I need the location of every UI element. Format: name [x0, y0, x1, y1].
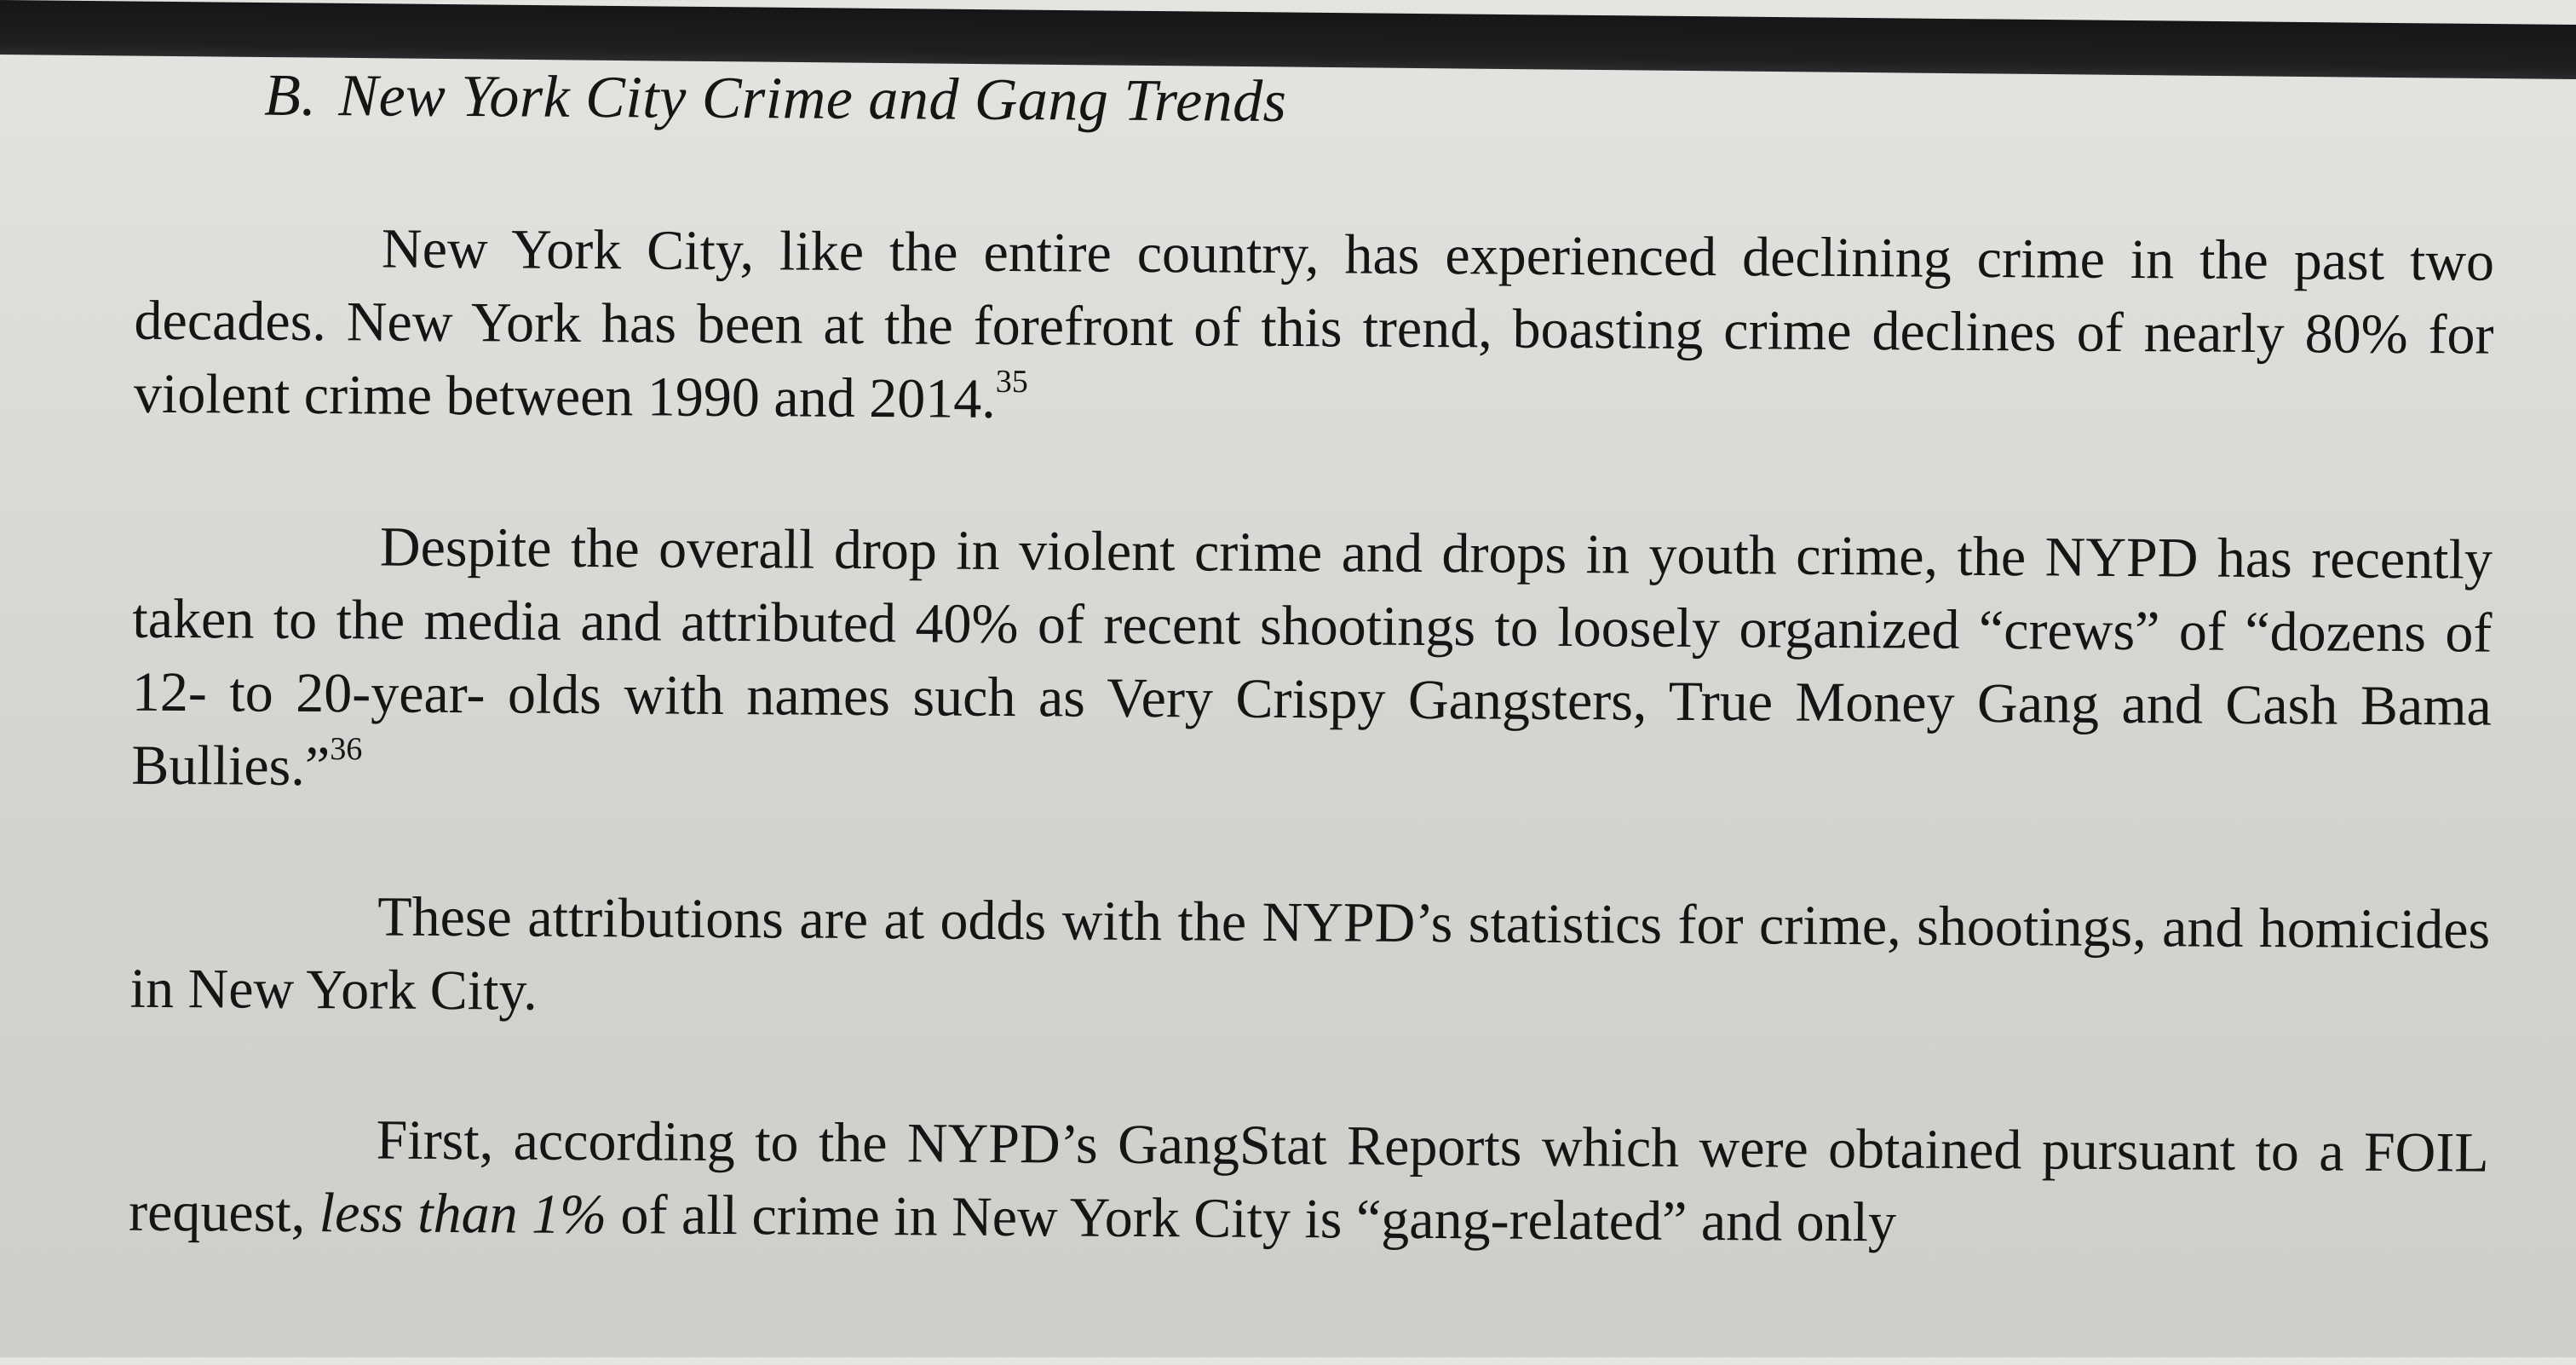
paragraph-indent: [133, 564, 380, 566]
paragraph-text: New York City, like the entire country, has experienced declining crime in the past two decades. New York has been at the forefront of this trend, boasting crime declines of nearly 80% for violent crime between 1990 and 2014.: [133, 217, 2495, 430]
paragraph-indent: [129, 1157, 377, 1159]
paragraph-indent: [135, 266, 382, 268]
paragraph-gangstat: [129, 1103, 2489, 1264]
paragraph-attributions: [129, 879, 2490, 1040]
paragraph-text: These attributions are at odds with the NYPD’s statistics for crime, shootings, and homicides in New York City.: [129, 885, 2491, 1022]
paragraph-nypd-crews: [131, 510, 2493, 817]
section-title: New York City Crime and Gang Trends: [338, 63, 1287, 135]
paragraph-text: Despite the overall drop in violent crime and drops in youth crime, the NYPD has recently taken to the media and attributed 40% of recent shootings to loosely organized “crews” of “dozens of 12- to 20-year- olds with names such as Very Crispy Gangsters, True Money Gang and Cash Bama Bullies.”: [131, 515, 2493, 798]
section-heading: [264, 62, 1287, 136]
paragraph-text-end: of all crime in New York City is “gang-related” and only: [606, 1184, 1897, 1254]
footnote-marker-36: 36: [330, 731, 363, 768]
section-letter: B.: [263, 62, 317, 130]
paragraph-crime-decline: [134, 211, 2495, 446]
emphasis-less-than-1-percent: less than 1%: [319, 1182, 607, 1247]
paragraph-indent: [130, 934, 377, 936]
paragraph-text-start: First, according to the NYPD’s GangStat Reports which were obtained pursuant to a FOIL request,: [128, 1109, 2489, 1245]
footnote-marker-35: 35: [995, 363, 1028, 400]
